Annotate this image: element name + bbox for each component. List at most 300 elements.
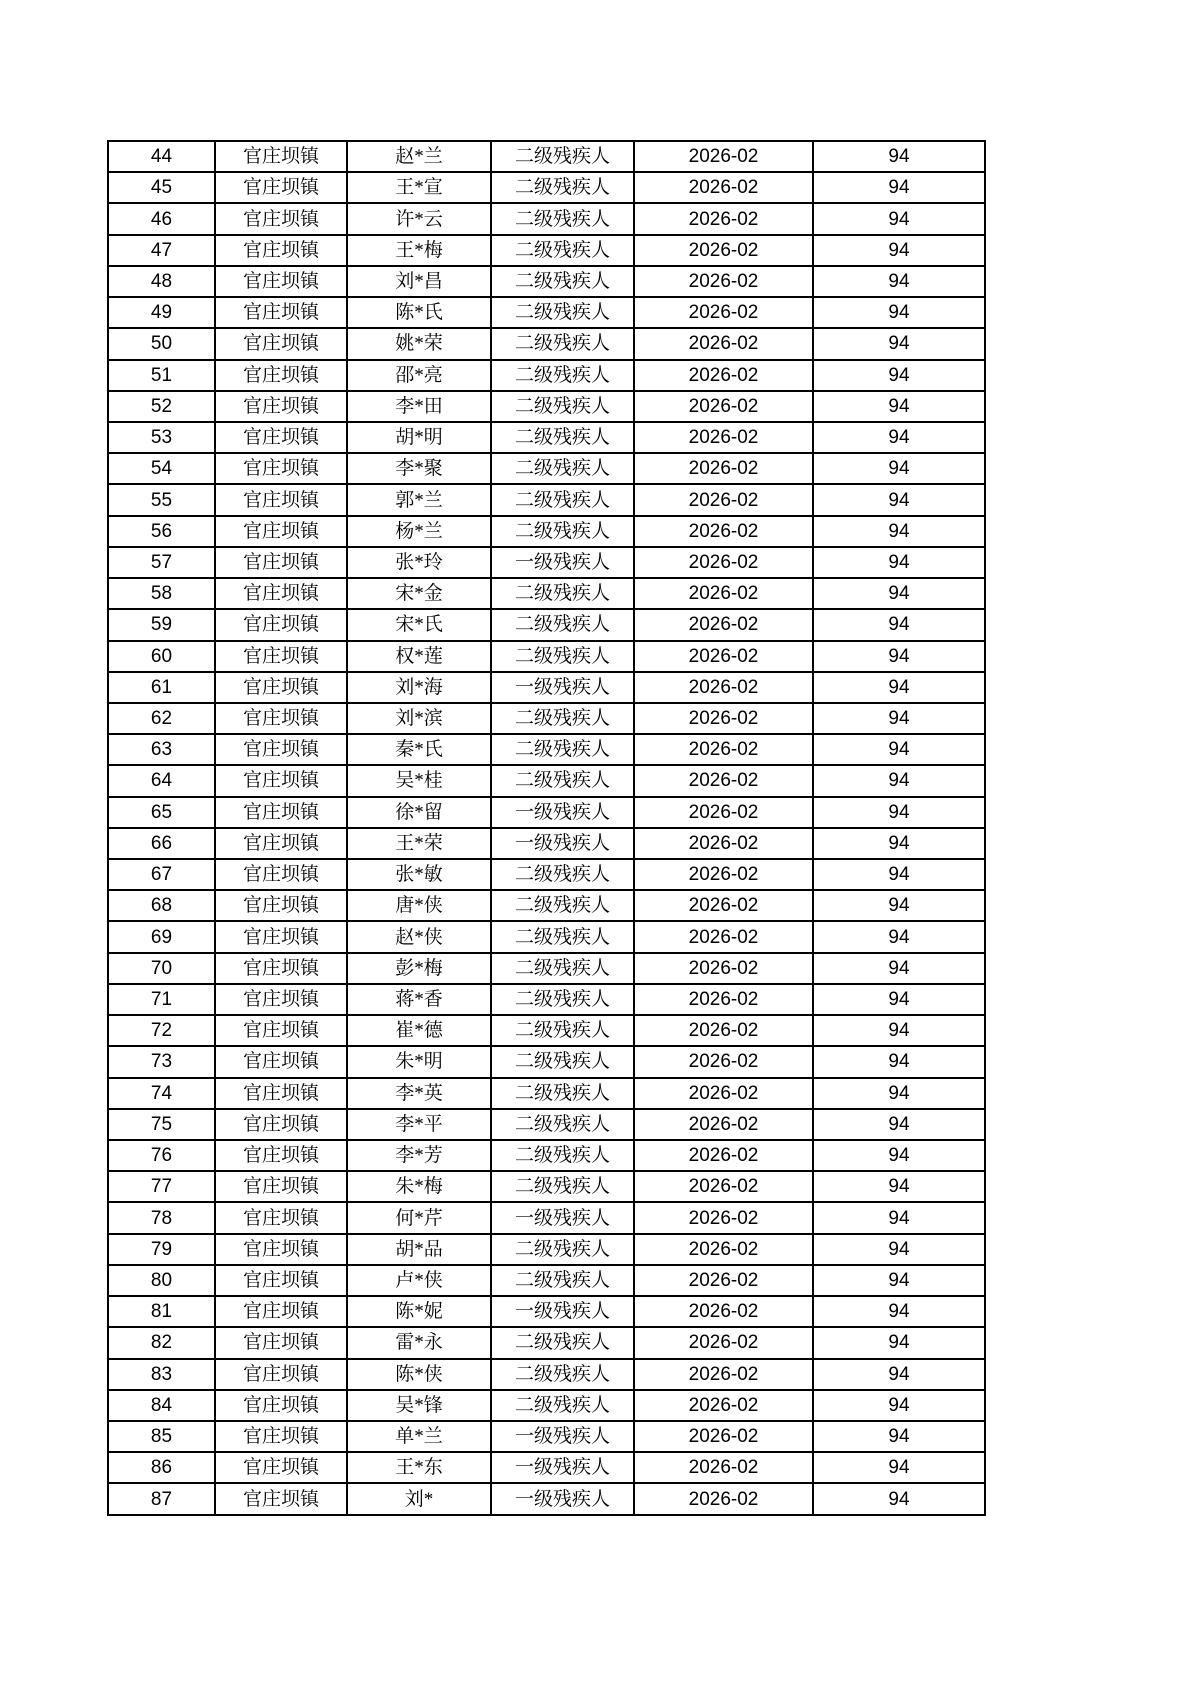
cell-person-name: 崔*德: [347, 1015, 491, 1046]
cell-disability-level: 一级残疾人: [491, 547, 634, 578]
cell-disability-level: 二级残疾人: [491, 266, 634, 297]
cell-town: 官庄坝镇: [215, 703, 347, 734]
cell-row-number: 58: [108, 578, 215, 609]
table-row: [108, 266, 985, 297]
cell-row-number: 49: [108, 297, 215, 328]
cell-amount: 94: [813, 828, 985, 859]
cell-person-name: 朱*明: [347, 1046, 491, 1077]
table-row: [108, 1421, 985, 1452]
cell-month: 2026-02: [634, 203, 813, 234]
cell-row-number: 87: [108, 1483, 215, 1515]
cell-town: 官庄坝镇: [215, 484, 347, 515]
cell-amount: 94: [813, 859, 985, 890]
cell-town: 官庄坝镇: [215, 453, 347, 484]
cell-town: 官庄坝镇: [215, 797, 347, 828]
cell-disability-level: 二级残疾人: [491, 1015, 634, 1046]
cell-person-name: 赵*侠: [347, 921, 491, 952]
table-row: [108, 453, 985, 484]
cell-town: 官庄坝镇: [215, 141, 347, 172]
cell-row-number: 73: [108, 1046, 215, 1077]
cell-amount: 94: [813, 921, 985, 952]
cell-row-number: 76: [108, 1140, 215, 1171]
cell-town: 官庄坝镇: [215, 1202, 347, 1233]
cell-amount: 94: [813, 453, 985, 484]
table-row: [108, 297, 985, 328]
cell-town: 官庄坝镇: [215, 266, 347, 297]
cell-amount: 94: [813, 1234, 985, 1265]
cell-month: 2026-02: [634, 828, 813, 859]
cell-disability-level: 二级残疾人: [491, 1078, 634, 1109]
cell-amount: 94: [813, 1140, 985, 1171]
cell-disability-level: 二级残疾人: [491, 391, 634, 422]
cell-month: 2026-02: [634, 890, 813, 921]
cell-person-name: 单*兰: [347, 1421, 491, 1452]
cell-person-name: 张*敏: [347, 859, 491, 890]
cell-disability-level: 二级残疾人: [491, 578, 634, 609]
cell-amount: 94: [813, 1390, 985, 1421]
cell-row-number: 72: [108, 1015, 215, 1046]
cell-town: 官庄坝镇: [215, 422, 347, 453]
cell-month: 2026-02: [634, 1265, 813, 1296]
cell-person-name: 刘*: [347, 1483, 491, 1515]
cell-month: 2026-02: [634, 641, 813, 672]
cell-person-name: 徐*留: [347, 797, 491, 828]
cell-row-number: 51: [108, 360, 215, 391]
cell-person-name: 朱*梅: [347, 1171, 491, 1202]
cell-town: 官庄坝镇: [215, 672, 347, 703]
cell-month: 2026-02: [634, 797, 813, 828]
cell-row-number: 59: [108, 609, 215, 640]
cell-town: 官庄坝镇: [215, 172, 347, 203]
cell-month: 2026-02: [634, 1140, 813, 1171]
cell-person-name: 卢*侠: [347, 1265, 491, 1296]
cell-town: 官庄坝镇: [215, 890, 347, 921]
table-row: [108, 1140, 985, 1171]
cell-town: 官庄坝镇: [215, 1140, 347, 1171]
cell-person-name: 彭*梅: [347, 953, 491, 984]
table-row: [108, 328, 985, 359]
table-row: [108, 1171, 985, 1202]
cell-row-number: 60: [108, 641, 215, 672]
cell-amount: 94: [813, 1078, 985, 1109]
cell-amount: 94: [813, 1421, 985, 1452]
cell-amount: 94: [813, 609, 985, 640]
cell-disability-level: 二级残疾人: [491, 609, 634, 640]
cell-person-name: 吴*桂: [347, 765, 491, 796]
cell-row-number: 79: [108, 1234, 215, 1265]
cell-amount: 94: [813, 578, 985, 609]
cell-town: 官庄坝镇: [215, 516, 347, 547]
cell-amount: 94: [813, 734, 985, 765]
cell-amount: 94: [813, 1359, 985, 1390]
cell-disability-level: 二级残疾人: [491, 1327, 634, 1358]
cell-disability-level: 一级残疾人: [491, 1202, 634, 1233]
cell-town: 官庄坝镇: [215, 297, 347, 328]
cell-row-number: 80: [108, 1265, 215, 1296]
cell-amount: 94: [813, 141, 985, 172]
cell-person-name: 陈*侠: [347, 1359, 491, 1390]
cell-amount: 94: [813, 672, 985, 703]
table-row: [108, 1015, 985, 1046]
cell-row-number: 69: [108, 921, 215, 952]
table-row: [108, 172, 985, 203]
cell-month: 2026-02: [634, 141, 813, 172]
cell-amount: 94: [813, 1015, 985, 1046]
cell-town: 官庄坝镇: [215, 391, 347, 422]
cell-disability-level: 一级残疾人: [491, 1483, 634, 1515]
table-row: [108, 859, 985, 890]
cell-disability-level: 二级残疾人: [491, 1390, 634, 1421]
cell-disability-level: 二级残疾人: [491, 641, 634, 672]
cell-month: 2026-02: [634, 734, 813, 765]
cell-month: 2026-02: [634, 297, 813, 328]
cell-disability-level: 二级残疾人: [491, 235, 634, 266]
table-row: [108, 1327, 985, 1358]
cell-row-number: 54: [108, 453, 215, 484]
cell-person-name: 张*玲: [347, 547, 491, 578]
table-row: [108, 578, 985, 609]
table-row: [108, 1046, 985, 1077]
cell-amount: 94: [813, 765, 985, 796]
table-row: [108, 516, 985, 547]
cell-disability-level: 二级残疾人: [491, 453, 634, 484]
cell-disability-level: 一级残疾人: [491, 828, 634, 859]
cell-town: 官庄坝镇: [215, 1015, 347, 1046]
cell-month: 2026-02: [634, 921, 813, 952]
cell-row-number: 57: [108, 547, 215, 578]
cell-town: 官庄坝镇: [215, 578, 347, 609]
cell-person-name: 李*英: [347, 1078, 491, 1109]
cell-row-number: 46: [108, 203, 215, 234]
cell-month: 2026-02: [634, 266, 813, 297]
cell-row-number: 82: [108, 1327, 215, 1358]
cell-town: 官庄坝镇: [215, 609, 347, 640]
cell-amount: 94: [813, 890, 985, 921]
cell-amount: 94: [813, 1171, 985, 1202]
cell-person-name: 秦*氏: [347, 734, 491, 765]
cell-row-number: 77: [108, 1171, 215, 1202]
cell-month: 2026-02: [634, 360, 813, 391]
cell-person-name: 刘*滨: [347, 703, 491, 734]
cell-disability-level: 二级残疾人: [491, 1140, 634, 1171]
cell-disability-level: 一级残疾人: [491, 1296, 634, 1327]
table-row: [108, 797, 985, 828]
cell-month: 2026-02: [634, 391, 813, 422]
table-row: [108, 1265, 985, 1296]
cell-amount: 94: [813, 547, 985, 578]
cell-person-name: 胡*明: [347, 422, 491, 453]
cell-disability-level: 二级残疾人: [491, 141, 634, 172]
cell-month: 2026-02: [634, 547, 813, 578]
cell-disability-level: 二级残疾人: [491, 1109, 634, 1140]
cell-amount: 94: [813, 360, 985, 391]
cell-person-name: 何*芹: [347, 1202, 491, 1233]
cell-disability-level: 二级残疾人: [491, 859, 634, 890]
cell-month: 2026-02: [634, 422, 813, 453]
cell-amount: 94: [813, 1452, 985, 1483]
table-row: [108, 953, 985, 984]
cell-person-name: 李*芳: [347, 1140, 491, 1171]
cell-amount: 94: [813, 1483, 985, 1515]
cell-month: 2026-02: [634, 672, 813, 703]
table-row: [108, 422, 985, 453]
cell-amount: 94: [813, 641, 985, 672]
cell-town: 官庄坝镇: [215, 1109, 347, 1140]
cell-disability-level: 二级残疾人: [491, 1046, 634, 1077]
cell-row-number: 67: [108, 859, 215, 890]
cell-town: 官庄坝镇: [215, 984, 347, 1015]
cell-person-name: 雷*永: [347, 1327, 491, 1358]
cell-month: 2026-02: [634, 578, 813, 609]
cell-town: 官庄坝镇: [215, 1421, 347, 1452]
cell-amount: 94: [813, 203, 985, 234]
cell-row-number: 48: [108, 266, 215, 297]
table-row: [108, 641, 985, 672]
cell-row-number: 52: [108, 391, 215, 422]
cell-disability-level: 二级残疾人: [491, 1171, 634, 1202]
cell-disability-level: 二级残疾人: [491, 484, 634, 515]
cell-person-name: 赵*兰: [347, 141, 491, 172]
cell-person-name: 刘*海: [347, 672, 491, 703]
cell-disability-level: 一级残疾人: [491, 1452, 634, 1483]
cell-row-number: 74: [108, 1078, 215, 1109]
cell-amount: 94: [813, 328, 985, 359]
cell-month: 2026-02: [634, 703, 813, 734]
cell-amount: 94: [813, 1265, 985, 1296]
cell-month: 2026-02: [634, 1390, 813, 1421]
cell-town: 官庄坝镇: [215, 734, 347, 765]
cell-person-name: 王*荣: [347, 828, 491, 859]
cell-town: 官庄坝镇: [215, 1296, 347, 1327]
subsidy-table: [107, 140, 986, 1516]
cell-disability-level: 二级残疾人: [491, 1234, 634, 1265]
cell-amount: 94: [813, 391, 985, 422]
cell-row-number: 86: [108, 1452, 215, 1483]
cell-month: 2026-02: [634, 1234, 813, 1265]
cell-person-name: 刘*昌: [347, 266, 491, 297]
table-row: [108, 1390, 985, 1421]
cell-amount: 94: [813, 172, 985, 203]
cell-town: 官庄坝镇: [215, 859, 347, 890]
cell-person-name: 李*平: [347, 1109, 491, 1140]
cell-disability-level: 二级残疾人: [491, 203, 634, 234]
table-row: [108, 672, 985, 703]
cell-amount: 94: [813, 1109, 985, 1140]
table-row: [108, 484, 985, 515]
table-row: [108, 1359, 985, 1390]
cell-town: 官庄坝镇: [215, 1452, 347, 1483]
cell-amount: 94: [813, 484, 985, 515]
table-row: [108, 1483, 985, 1515]
table-row: [108, 1078, 985, 1109]
cell-row-number: 55: [108, 484, 215, 515]
table-row: [108, 391, 985, 422]
cell-month: 2026-02: [634, 1296, 813, 1327]
cell-person-name: 邵*亮: [347, 360, 491, 391]
cell-town: 官庄坝镇: [215, 641, 347, 672]
cell-amount: 94: [813, 984, 985, 1015]
cell-town: 官庄坝镇: [215, 1483, 347, 1515]
table-row: [108, 1202, 985, 1233]
cell-town: 官庄坝镇: [215, 921, 347, 952]
cell-person-name: 宋*金: [347, 578, 491, 609]
cell-amount: 94: [813, 797, 985, 828]
cell-disability-level: 二级残疾人: [491, 422, 634, 453]
table-row: [108, 1109, 985, 1140]
cell-disability-level: 二级残疾人: [491, 703, 634, 734]
cell-disability-level: 二级残疾人: [491, 516, 634, 547]
cell-row-number: 66: [108, 828, 215, 859]
cell-person-name: 宋*氏: [347, 609, 491, 640]
table-row: [108, 984, 985, 1015]
cell-disability-level: 二级残疾人: [491, 172, 634, 203]
cell-town: 官庄坝镇: [215, 1327, 347, 1358]
cell-town: 官庄坝镇: [215, 1359, 347, 1390]
cell-month: 2026-02: [634, 1015, 813, 1046]
cell-row-number: 47: [108, 235, 215, 266]
table-row: [108, 1234, 985, 1265]
table-body: [108, 141, 985, 1515]
cell-row-number: 64: [108, 765, 215, 796]
cell-person-name: 唐*侠: [347, 890, 491, 921]
cell-row-number: 65: [108, 797, 215, 828]
cell-month: 2026-02: [634, 1359, 813, 1390]
cell-disability-level: 一级残疾人: [491, 672, 634, 703]
cell-person-name: 杨*兰: [347, 516, 491, 547]
cell-town: 官庄坝镇: [215, 203, 347, 234]
cell-disability-level: 二级残疾人: [491, 297, 634, 328]
cell-town: 官庄坝镇: [215, 765, 347, 796]
cell-month: 2026-02: [634, 453, 813, 484]
cell-month: 2026-02: [634, 1452, 813, 1483]
cell-amount: 94: [813, 422, 985, 453]
table-row: [108, 547, 985, 578]
cell-row-number: 85: [108, 1421, 215, 1452]
cell-town: 官庄坝镇: [215, 828, 347, 859]
cell-month: 2026-02: [634, 609, 813, 640]
cell-month: 2026-02: [634, 516, 813, 547]
table-row: [108, 765, 985, 796]
cell-amount: 94: [813, 1046, 985, 1077]
cell-month: 2026-02: [634, 1483, 813, 1515]
cell-row-number: 56: [108, 516, 215, 547]
cell-disability-level: 二级残疾人: [491, 328, 634, 359]
cell-town: 官庄坝镇: [215, 1390, 347, 1421]
cell-person-name: 陈*妮: [347, 1296, 491, 1327]
cell-disability-level: 一级残疾人: [491, 1421, 634, 1452]
cell-month: 2026-02: [634, 328, 813, 359]
cell-amount: 94: [813, 703, 985, 734]
table-row: [108, 828, 985, 859]
cell-row-number: 70: [108, 953, 215, 984]
table-row: [108, 141, 985, 172]
table-row: [108, 203, 985, 234]
cell-month: 2026-02: [634, 1421, 813, 1452]
cell-row-number: 71: [108, 984, 215, 1015]
cell-town: 官庄坝镇: [215, 328, 347, 359]
cell-month: 2026-02: [634, 1327, 813, 1358]
table-row: [108, 734, 985, 765]
cell-person-name: 胡*品: [347, 1234, 491, 1265]
cell-row-number: 45: [108, 172, 215, 203]
cell-town: 官庄坝镇: [215, 1234, 347, 1265]
cell-town: 官庄坝镇: [215, 1078, 347, 1109]
cell-month: 2026-02: [634, 1171, 813, 1202]
cell-disability-level: 二级残疾人: [491, 1265, 634, 1296]
table-row: [108, 921, 985, 952]
cell-row-number: 75: [108, 1109, 215, 1140]
cell-row-number: 53: [108, 422, 215, 453]
cell-month: 2026-02: [634, 1202, 813, 1233]
cell-row-number: 61: [108, 672, 215, 703]
table-row: [108, 1452, 985, 1483]
cell-person-name: 蒋*香: [347, 984, 491, 1015]
cell-row-number: 84: [108, 1390, 215, 1421]
cell-row-number: 62: [108, 703, 215, 734]
cell-amount: 94: [813, 516, 985, 547]
cell-person-name: 陈*氏: [347, 297, 491, 328]
cell-disability-level: 二级残疾人: [491, 1359, 634, 1390]
cell-month: 2026-02: [634, 172, 813, 203]
cell-month: 2026-02: [634, 859, 813, 890]
cell-amount: 94: [813, 235, 985, 266]
cell-amount: 94: [813, 297, 985, 328]
table-row: [108, 235, 985, 266]
cell-row-number: 81: [108, 1296, 215, 1327]
cell-month: 2026-02: [634, 235, 813, 266]
cell-amount: 94: [813, 266, 985, 297]
cell-disability-level: 二级残疾人: [491, 953, 634, 984]
cell-amount: 94: [813, 1202, 985, 1233]
cell-person-name: 权*莲: [347, 641, 491, 672]
table-row: [108, 609, 985, 640]
cell-person-name: 李*田: [347, 391, 491, 422]
cell-person-name: 李*聚: [347, 453, 491, 484]
cell-town: 官庄坝镇: [215, 1265, 347, 1296]
cell-disability-level: 二级残疾人: [491, 890, 634, 921]
cell-disability-level: 二级残疾人: [491, 984, 634, 1015]
table-row: [108, 360, 985, 391]
cell-row-number: 83: [108, 1359, 215, 1390]
table-row: [108, 703, 985, 734]
cell-person-name: 姚*荣: [347, 328, 491, 359]
cell-disability-level: 二级残疾人: [491, 734, 634, 765]
cell-month: 2026-02: [634, 1109, 813, 1140]
cell-amount: 94: [813, 953, 985, 984]
cell-town: 官庄坝镇: [215, 235, 347, 266]
table-row: [108, 890, 985, 921]
cell-town: 官庄坝镇: [215, 547, 347, 578]
cell-person-name: 许*云: [347, 203, 491, 234]
cell-row-number: 63: [108, 734, 215, 765]
cell-town: 官庄坝镇: [215, 1171, 347, 1202]
cell-month: 2026-02: [634, 1078, 813, 1109]
cell-month: 2026-02: [634, 1046, 813, 1077]
cell-person-name: 王*宣: [347, 172, 491, 203]
cell-disability-level: 一级残疾人: [491, 797, 634, 828]
cell-row-number: 50: [108, 328, 215, 359]
cell-town: 官庄坝镇: [215, 1046, 347, 1077]
cell-disability-level: 二级残疾人: [491, 765, 634, 796]
cell-town: 官庄坝镇: [215, 360, 347, 391]
cell-month: 2026-02: [634, 484, 813, 515]
cell-disability-level: 二级残疾人: [491, 921, 634, 952]
table-row: [108, 1296, 985, 1327]
cell-person-name: 王*梅: [347, 235, 491, 266]
cell-person-name: 郭*兰: [347, 484, 491, 515]
cell-town: 官庄坝镇: [215, 953, 347, 984]
cell-person-name: 王*东: [347, 1452, 491, 1483]
